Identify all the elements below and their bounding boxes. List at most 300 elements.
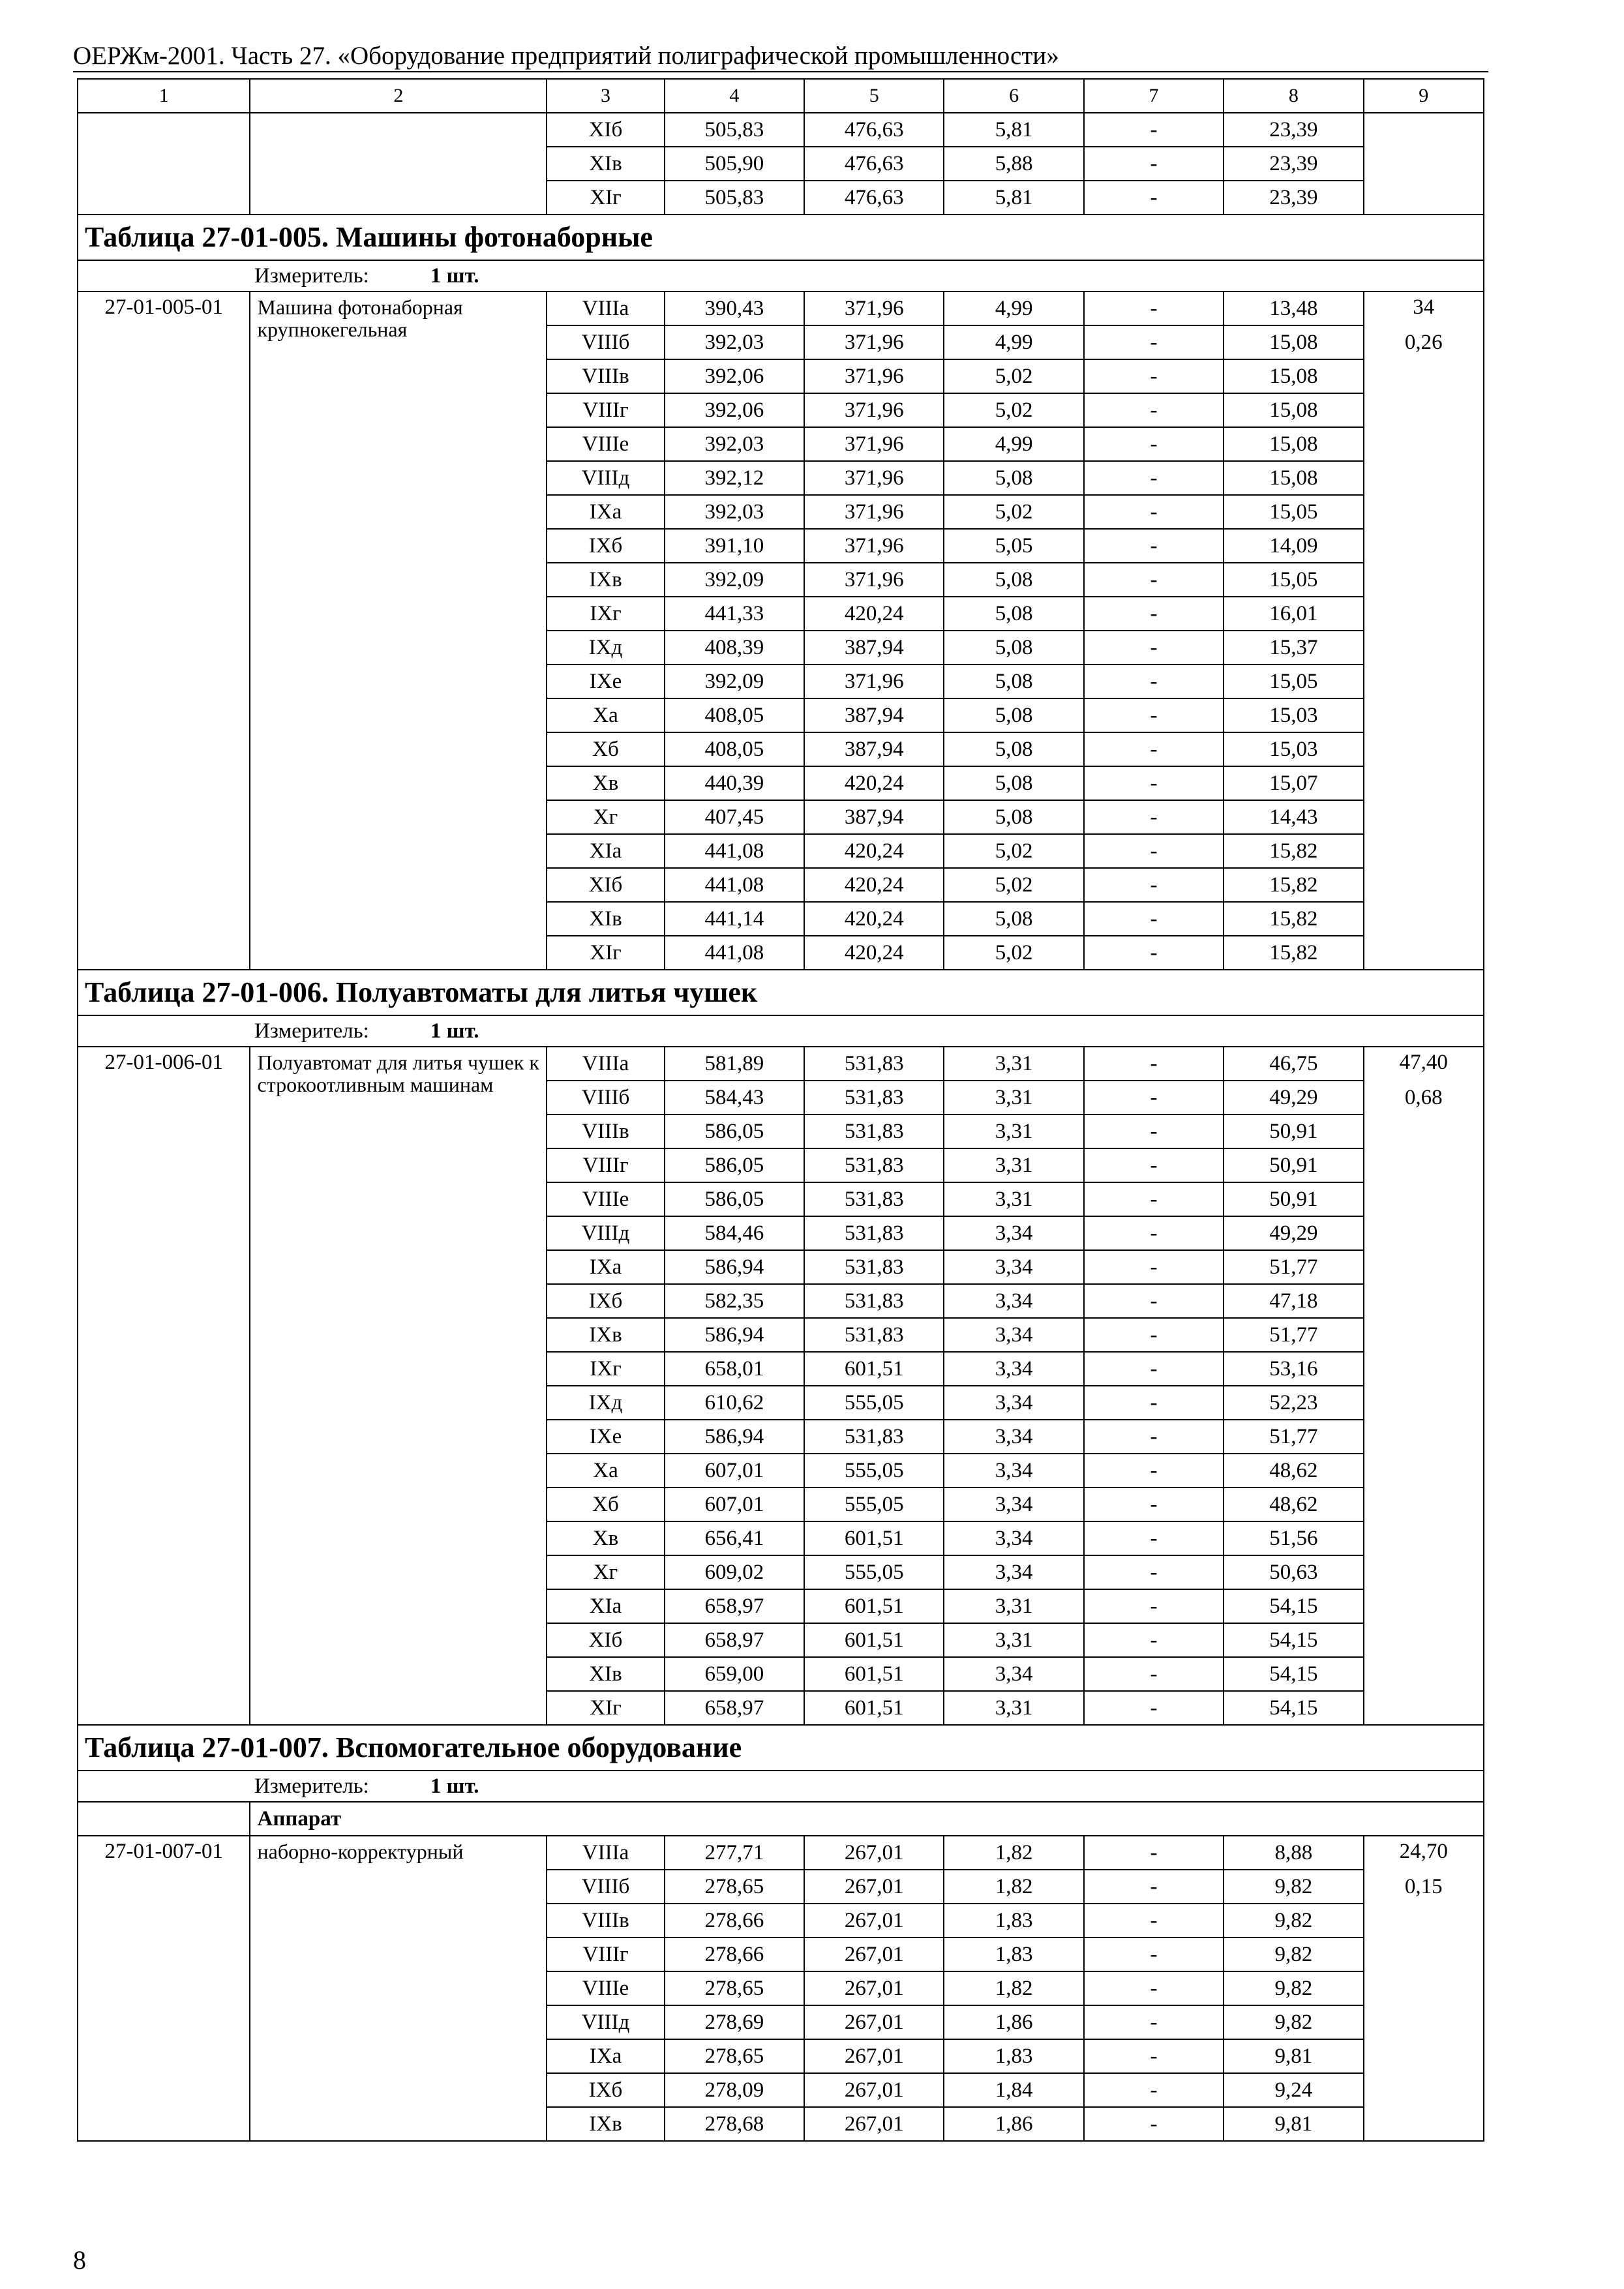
labor-cost-cell: 371,96 bbox=[804, 393, 944, 427]
equipment-mass: 24,70 bbox=[1399, 1840, 1448, 1863]
resource-type-cell: VIIIе bbox=[547, 427, 664, 461]
driver-wage-cell: - bbox=[1084, 800, 1224, 834]
total-cost-cell: 656,41 bbox=[665, 1521, 804, 1555]
machine-cost-cell: 5,08 bbox=[944, 766, 1083, 800]
total-cost-cell: 586,05 bbox=[665, 1115, 804, 1148]
resource-type-cell: VIIIд bbox=[547, 2005, 664, 2039]
material-cost-cell: 50,91 bbox=[1224, 1148, 1363, 1182]
material-cost-cell: 54,15 bbox=[1224, 1589, 1363, 1623]
resource-type-cell: XIг bbox=[547, 936, 664, 970]
total-cost-cell: 658,97 bbox=[665, 1623, 804, 1657]
total-cost-cell: 392,03 bbox=[665, 495, 804, 529]
material-cost-cell: 15,08 bbox=[1224, 393, 1363, 427]
measure-cell bbox=[78, 1015, 1484, 1047]
driver-wage-cell: - bbox=[1084, 529, 1224, 563]
labor-cost-cell: 601,51 bbox=[804, 1691, 944, 1725]
machine-cost-cell: 5,02 bbox=[944, 834, 1083, 868]
resource-type-cell: VIIIе bbox=[547, 1971, 664, 2005]
table-row bbox=[78, 1836, 1484, 1870]
material-cost-cell: 51,56 bbox=[1224, 1521, 1363, 1555]
material-cost-cell: 51,77 bbox=[1224, 1250, 1363, 1284]
resource-type-cell: Xа bbox=[547, 698, 664, 732]
code-cell: 27-01-005-01 bbox=[78, 292, 250, 970]
labor-cost-cell: 371,96 bbox=[804, 461, 944, 495]
machine-cost-cell: 5,81 bbox=[944, 113, 1083, 147]
material-cost-cell: 15,82 bbox=[1224, 834, 1363, 868]
material-cost-cell: 15,05 bbox=[1224, 495, 1363, 529]
driver-wage-cell: - bbox=[1084, 393, 1224, 427]
material-cost-cell: 14,09 bbox=[1224, 529, 1363, 563]
material-cost-cell: 48,62 bbox=[1224, 1454, 1363, 1488]
total-cost-cell: 586,05 bbox=[665, 1182, 804, 1216]
table-row bbox=[78, 292, 1484, 325]
resource-type-cell: VIIIв bbox=[547, 359, 664, 393]
machine-cost-cell: 1,86 bbox=[944, 2107, 1083, 2141]
total-cost-cell: 584,46 bbox=[665, 1216, 804, 1250]
resource-type-cell: IXв bbox=[547, 563, 664, 597]
labor-cost-cell: 387,94 bbox=[804, 631, 944, 665]
material-cost-cell: 9,82 bbox=[1224, 1937, 1363, 1971]
labor-cost-cell: 531,83 bbox=[804, 1182, 944, 1216]
total-cost-cell: 581,89 bbox=[665, 1047, 804, 1081]
material-cost-cell: 9,82 bbox=[1224, 1904, 1363, 1937]
table-title: Таблица 27-01-007. Вспомогательное оборудование bbox=[78, 1725, 1484, 1771]
resource-type-cell: XIб bbox=[547, 113, 664, 147]
column-number: 2 bbox=[250, 79, 547, 113]
driver-wage-cell: - bbox=[1084, 1250, 1224, 1284]
total-cost-cell: 441,08 bbox=[665, 868, 804, 902]
total-cost-cell: 392,06 bbox=[665, 359, 804, 393]
total-cost-cell: 441,08 bbox=[665, 936, 804, 970]
resource-type-cell: VIIIд bbox=[547, 461, 664, 495]
labor-cost-cell: 601,51 bbox=[804, 1589, 944, 1623]
measure-value: 1 шт. bbox=[430, 1019, 479, 1043]
measure-cell bbox=[78, 260, 1484, 292]
table-title-row bbox=[78, 970, 1484, 1015]
total-cost-cell: 505,83 bbox=[665, 181, 804, 215]
total-cost-cell: 278,69 bbox=[665, 2005, 804, 2039]
total-cost-cell: 392,12 bbox=[665, 461, 804, 495]
material-cost-cell: 15,08 bbox=[1224, 461, 1363, 495]
total-cost-cell: 408,39 bbox=[665, 631, 804, 665]
resource-type-cell: XIб bbox=[547, 868, 664, 902]
resource-type-cell: IXб bbox=[547, 1284, 664, 1318]
labor-cost-cell: 555,05 bbox=[804, 1386, 944, 1420]
total-cost-cell: 505,83 bbox=[665, 113, 804, 147]
machine-cost-cell: 5,81 bbox=[944, 181, 1083, 215]
total-cost-cell: 658,97 bbox=[665, 1589, 804, 1623]
resource-type-cell: XIг bbox=[547, 1691, 664, 1725]
driver-wage-cell: - bbox=[1084, 1420, 1224, 1454]
equipment-mass-ratio: 0,68 bbox=[1404, 1086, 1443, 1109]
page-number: 8 bbox=[73, 2245, 86, 2275]
resource-type-cell: IXб bbox=[547, 2073, 664, 2107]
labor-cost-cell: 267,01 bbox=[804, 1836, 944, 1870]
labor-cost-cell: 267,01 bbox=[804, 1904, 944, 1937]
total-cost-cell: 390,43 bbox=[665, 292, 804, 325]
machine-cost-cell: 1,82 bbox=[944, 1870, 1083, 1904]
machine-cost-cell: 5,08 bbox=[944, 597, 1083, 631]
resource-type-cell: XIа bbox=[547, 1589, 664, 1623]
header-rule bbox=[73, 71, 1488, 72]
driver-wage-cell: - bbox=[1084, 1657, 1224, 1691]
total-cost-cell: 277,71 bbox=[665, 1836, 804, 1870]
machine-cost-cell: 3,31 bbox=[944, 1182, 1083, 1216]
machine-cost-cell: 3,31 bbox=[944, 1589, 1083, 1623]
resource-type-cell: VIIIе bbox=[547, 1182, 664, 1216]
labor-cost-cell: 387,94 bbox=[804, 698, 944, 732]
driver-wage-cell: - bbox=[1084, 597, 1224, 631]
machine-cost-cell: 5,08 bbox=[944, 800, 1083, 834]
material-cost-cell: 50,91 bbox=[1224, 1115, 1363, 1148]
resource-type-cell: Xа bbox=[547, 1454, 664, 1488]
machine-cost-cell: 1,83 bbox=[944, 1937, 1083, 1971]
resource-type-cell: Xв bbox=[547, 766, 664, 800]
column-number: 3 bbox=[547, 79, 664, 113]
driver-wage-cell: - bbox=[1084, 1623, 1224, 1657]
labor-cost-cell: 371,96 bbox=[804, 665, 944, 698]
resource-type-cell: VIIIв bbox=[547, 1115, 664, 1148]
machine-cost-cell: 5,02 bbox=[944, 868, 1083, 902]
material-cost-cell: 15,82 bbox=[1224, 902, 1363, 936]
driver-wage-cell: - bbox=[1084, 563, 1224, 597]
material-cost-cell: 23,39 bbox=[1224, 113, 1363, 147]
driver-wage-cell: - bbox=[1084, 834, 1224, 868]
total-cost-cell: 607,01 bbox=[665, 1488, 804, 1521]
table-row bbox=[78, 113, 1484, 147]
material-cost-cell: 15,08 bbox=[1224, 427, 1363, 461]
driver-wage-cell: - bbox=[1084, 1352, 1224, 1386]
resource-type-cell: IXв bbox=[547, 1318, 664, 1352]
machine-cost-cell: 3,34 bbox=[944, 1420, 1083, 1454]
material-cost-cell: 15,03 bbox=[1224, 732, 1363, 766]
driver-wage-cell: - bbox=[1084, 2073, 1224, 2107]
material-cost-cell: 49,29 bbox=[1224, 1081, 1363, 1115]
total-cost-cell: 659,00 bbox=[665, 1657, 804, 1691]
driver-wage-cell: - bbox=[1084, 1081, 1224, 1115]
material-cost-cell: 52,23 bbox=[1224, 1386, 1363, 1420]
column-number: 8 bbox=[1224, 79, 1363, 113]
total-cost-cell: 586,05 bbox=[665, 1148, 804, 1182]
material-cost-cell: 15,82 bbox=[1224, 868, 1363, 902]
resource-type-cell: VIIIг bbox=[547, 1937, 664, 1971]
driver-wage-cell: - bbox=[1084, 427, 1224, 461]
code-cell: 27-01-006-01 bbox=[78, 1047, 250, 1725]
total-cost-cell: 609,02 bbox=[665, 1555, 804, 1589]
labor-cost-cell: 267,01 bbox=[804, 2005, 944, 2039]
measure-row bbox=[78, 1015, 1484, 1047]
labor-cost-cell: 601,51 bbox=[804, 1657, 944, 1691]
machine-cost-cell: 5,08 bbox=[944, 732, 1083, 766]
resource-type-cell: XIб bbox=[547, 1623, 664, 1657]
total-cost-cell: 392,03 bbox=[665, 427, 804, 461]
material-cost-cell: 15,03 bbox=[1224, 698, 1363, 732]
machine-cost-cell: 3,34 bbox=[944, 1318, 1083, 1352]
machine-cost-cell: 5,08 bbox=[944, 902, 1083, 936]
material-cost-cell: 53,16 bbox=[1224, 1352, 1363, 1386]
total-cost-cell: 278,66 bbox=[665, 1904, 804, 1937]
material-cost-cell: 47,18 bbox=[1224, 1284, 1363, 1318]
subhead-row bbox=[78, 1802, 1484, 1836]
driver-wage-cell: - bbox=[1084, 1047, 1224, 1081]
equipment-mass: 47,40 bbox=[1399, 1051, 1448, 1074]
total-cost-cell: 658,97 bbox=[665, 1691, 804, 1725]
machine-cost-cell: 4,99 bbox=[944, 292, 1083, 325]
resource-type-cell: IXв bbox=[547, 2107, 664, 2141]
driver-wage-cell: - bbox=[1084, 461, 1224, 495]
total-cost-cell: 658,01 bbox=[665, 1352, 804, 1386]
labor-cost-cell: 371,96 bbox=[804, 563, 944, 597]
table-title: Таблица 27-01-006. Полуавтоматы для литья чушек bbox=[78, 970, 1484, 1015]
total-cost-cell: 607,01 bbox=[665, 1454, 804, 1488]
labor-cost-cell: 267,01 bbox=[804, 1870, 944, 1904]
page-header: ОЕРЖм-2001. Часть 27. «Оборудование предприятий полиграфической промышленности» bbox=[73, 42, 1059, 70]
equipment-mass-ratio: 0,26 bbox=[1404, 331, 1443, 354]
rates-table bbox=[77, 78, 1484, 2142]
driver-wage-cell: - bbox=[1084, 181, 1224, 215]
machine-cost-cell: 5,02 bbox=[944, 359, 1083, 393]
table-title-row bbox=[78, 1725, 1484, 1771]
driver-wage-cell: - bbox=[1084, 359, 1224, 393]
driver-wage-cell: - bbox=[1084, 698, 1224, 732]
total-cost-cell: 586,94 bbox=[665, 1420, 804, 1454]
material-cost-cell: 9,82 bbox=[1224, 1971, 1363, 2005]
machine-cost-cell: 3,34 bbox=[944, 1284, 1083, 1318]
driver-wage-cell: - bbox=[1084, 2005, 1224, 2039]
labor-cost-cell: 555,05 bbox=[804, 1488, 944, 1521]
resource-type-cell: IXд bbox=[547, 1386, 664, 1420]
machine-cost-cell: 1,84 bbox=[944, 2073, 1083, 2107]
resource-type-cell: VIIIг bbox=[547, 393, 664, 427]
material-cost-cell: 15,08 bbox=[1224, 325, 1363, 359]
labor-cost-cell: 420,24 bbox=[804, 868, 944, 902]
resource-type-cell: XIв bbox=[547, 1657, 664, 1691]
driver-wage-cell: - bbox=[1084, 1870, 1224, 1904]
equipment-mass: 34 bbox=[1413, 295, 1435, 319]
labor-cost-cell: 387,94 bbox=[804, 800, 944, 834]
labor-cost-cell: 371,96 bbox=[804, 325, 944, 359]
material-cost-cell: 15,08 bbox=[1224, 359, 1363, 393]
driver-wage-cell: - bbox=[1084, 1386, 1224, 1420]
machine-cost-cell: 1,86 bbox=[944, 2005, 1083, 2039]
rates-table-body bbox=[78, 79, 1484, 2141]
resource-type-cell: XIв bbox=[547, 147, 664, 181]
material-cost-cell: 51,77 bbox=[1224, 1420, 1363, 1454]
material-cost-cell: 9,82 bbox=[1224, 1870, 1363, 1904]
total-cost-cell: 392,03 bbox=[665, 325, 804, 359]
machine-cost-cell: 5,02 bbox=[944, 936, 1083, 970]
column-number-row bbox=[78, 79, 1484, 113]
machine-cost-cell: 5,08 bbox=[944, 631, 1083, 665]
driver-wage-cell: - bbox=[1084, 1284, 1224, 1318]
labor-cost-cell: 476,63 bbox=[804, 113, 944, 147]
resource-type-cell: Xб bbox=[547, 1488, 664, 1521]
machine-cost-cell: 1,83 bbox=[944, 2039, 1083, 2073]
machine-cost-cell: 4,99 bbox=[944, 325, 1083, 359]
total-cost-cell: 392,09 bbox=[665, 563, 804, 597]
resource-type-cell: VIIIб bbox=[547, 1081, 664, 1115]
resource-type-cell: Xг bbox=[547, 800, 664, 834]
labor-cost-cell: 267,01 bbox=[804, 1937, 944, 1971]
resource-type-cell: Xб bbox=[547, 732, 664, 766]
machine-cost-cell: 3,31 bbox=[944, 1623, 1083, 1657]
total-cost-cell: 505,90 bbox=[665, 147, 804, 181]
machine-cost-cell: 5,08 bbox=[944, 461, 1083, 495]
driver-wage-cell: - bbox=[1084, 1589, 1224, 1623]
measure-label: Измеритель: bbox=[254, 264, 369, 288]
machine-cost-cell: 4,99 bbox=[944, 427, 1083, 461]
material-cost-cell: 50,63 bbox=[1224, 1555, 1363, 1589]
machine-cost-cell: 3,34 bbox=[944, 1555, 1083, 1589]
resource-type-cell: XIг bbox=[547, 181, 664, 215]
total-cost-cell: 392,09 bbox=[665, 665, 804, 698]
measure-row bbox=[78, 260, 1484, 292]
resource-type-cell: IXа bbox=[547, 495, 664, 529]
name-cell: наборно-корректурный bbox=[250, 1836, 547, 2141]
total-cost-cell: 391,10 bbox=[665, 529, 804, 563]
material-cost-cell: 15,07 bbox=[1224, 766, 1363, 800]
resource-type-cell: IXе bbox=[547, 1420, 664, 1454]
total-cost-cell: 610,62 bbox=[665, 1386, 804, 1420]
driver-wage-cell: - bbox=[1084, 936, 1224, 970]
labor-cost-cell: 267,01 bbox=[804, 2073, 944, 2107]
resource-type-cell: VIIIа bbox=[547, 292, 664, 325]
machine-cost-cell: 3,31 bbox=[944, 1691, 1083, 1725]
resource-type-cell: VIIIб bbox=[547, 325, 664, 359]
labor-cost-cell: 420,24 bbox=[804, 766, 944, 800]
material-cost-cell: 54,15 bbox=[1224, 1657, 1363, 1691]
material-cost-cell: 15,05 bbox=[1224, 563, 1363, 597]
labor-cost-cell: 531,83 bbox=[804, 1047, 944, 1081]
labor-cost-cell: 476,63 bbox=[804, 147, 944, 181]
machine-cost-cell: 5,08 bbox=[944, 665, 1083, 698]
machine-cost-cell: 3,31 bbox=[944, 1081, 1083, 1115]
resource-type-cell: IXе bbox=[547, 665, 664, 698]
driver-wage-cell: - bbox=[1084, 1148, 1224, 1182]
total-cost-cell: 408,05 bbox=[665, 698, 804, 732]
machine-cost-cell: 3,31 bbox=[944, 1047, 1083, 1081]
machine-cost-cell: 1,82 bbox=[944, 1836, 1083, 1870]
total-cost-cell: 441,08 bbox=[665, 834, 804, 868]
labor-cost-cell: 267,01 bbox=[804, 2039, 944, 2073]
table-title-row bbox=[78, 215, 1484, 260]
total-cost-cell: 278,09 bbox=[665, 2073, 804, 2107]
driver-wage-cell: - bbox=[1084, 1691, 1224, 1725]
driver-wage-cell: - bbox=[1084, 2107, 1224, 2141]
labor-cost-cell: 531,83 bbox=[804, 1216, 944, 1250]
driver-wage-cell: - bbox=[1084, 147, 1224, 181]
labor-cost-cell: 371,96 bbox=[804, 427, 944, 461]
machine-cost-cell: 1,82 bbox=[944, 1971, 1083, 2005]
driver-wage-cell: - bbox=[1084, 1937, 1224, 1971]
labor-cost-cell: 531,83 bbox=[804, 1284, 944, 1318]
total-cost-cell: 278,65 bbox=[665, 2039, 804, 2073]
labor-cost-cell: 371,96 bbox=[804, 359, 944, 393]
material-cost-cell: 9,81 bbox=[1224, 2039, 1363, 2073]
labor-cost-cell: 531,83 bbox=[804, 1115, 944, 1148]
labor-cost-cell: 420,24 bbox=[804, 936, 944, 970]
table-row bbox=[78, 1047, 1484, 1081]
labor-cost-cell: 555,05 bbox=[804, 1454, 944, 1488]
col9-cell bbox=[1364, 1836, 1484, 2141]
labor-cost-cell: 420,24 bbox=[804, 597, 944, 631]
material-cost-cell: 8,88 bbox=[1224, 1836, 1363, 1870]
name-cell: Полуавтомат для литья чушек к строкоотливным машинам bbox=[250, 1047, 547, 1725]
material-cost-cell: 48,62 bbox=[1224, 1488, 1363, 1521]
machine-cost-cell: 3,34 bbox=[944, 1216, 1083, 1250]
measure-label: Измеритель: bbox=[254, 1019, 369, 1043]
driver-wage-cell: - bbox=[1084, 325, 1224, 359]
material-cost-cell: 14,43 bbox=[1224, 800, 1363, 834]
resource-type-cell: VIIIа bbox=[547, 1836, 664, 1870]
column-number: 7 bbox=[1084, 79, 1224, 113]
machine-cost-cell: 5,08 bbox=[944, 698, 1083, 732]
column-number: 5 bbox=[804, 79, 944, 113]
material-cost-cell: 54,15 bbox=[1224, 1691, 1363, 1725]
labor-cost-cell: 531,83 bbox=[804, 1318, 944, 1352]
machine-cost-cell: 3,31 bbox=[944, 1115, 1083, 1148]
machine-cost-cell: 1,83 bbox=[944, 1904, 1083, 1937]
total-cost-cell: 278,65 bbox=[665, 1870, 804, 1904]
material-cost-cell: 15,37 bbox=[1224, 631, 1363, 665]
total-cost-cell: 278,66 bbox=[665, 1937, 804, 1971]
total-cost-cell: 408,05 bbox=[665, 732, 804, 766]
resource-type-cell: XIа bbox=[547, 834, 664, 868]
resource-type-cell: IXа bbox=[547, 1250, 664, 1284]
labor-cost-cell: 371,96 bbox=[804, 529, 944, 563]
labor-cost-cell: 420,24 bbox=[804, 902, 944, 936]
resource-type-cell: IXг bbox=[547, 597, 664, 631]
total-cost-cell: 407,45 bbox=[665, 800, 804, 834]
material-cost-cell: 9,81 bbox=[1224, 2107, 1363, 2141]
subhead-empty-cell bbox=[78, 1802, 250, 1836]
machine-cost-cell: 3,34 bbox=[944, 1657, 1083, 1691]
machine-cost-cell: 3,31 bbox=[944, 1148, 1083, 1182]
column-number: 4 bbox=[665, 79, 804, 113]
code-cell: 27-01-007-01 bbox=[78, 1836, 250, 2141]
column-number: 9 bbox=[1364, 79, 1484, 113]
total-cost-cell: 441,33 bbox=[665, 597, 804, 631]
measure-row bbox=[78, 1771, 1484, 1802]
driver-wage-cell: - bbox=[1084, 1555, 1224, 1589]
machine-cost-cell: 5,05 bbox=[944, 529, 1083, 563]
driver-wage-cell: - bbox=[1084, 292, 1224, 325]
machine-cost-cell: 3,34 bbox=[944, 1352, 1083, 1386]
material-cost-cell: 13,48 bbox=[1224, 292, 1363, 325]
total-cost-cell: 392,06 bbox=[665, 393, 804, 427]
resource-type-cell: VIIIг bbox=[547, 1148, 664, 1182]
labor-cost-cell: 371,96 bbox=[804, 495, 944, 529]
total-cost-cell: 440,39 bbox=[665, 766, 804, 800]
driver-wage-cell: - bbox=[1084, 1182, 1224, 1216]
labor-cost-cell: 601,51 bbox=[804, 1521, 944, 1555]
driver-wage-cell: - bbox=[1084, 1115, 1224, 1148]
labor-cost-cell: 267,01 bbox=[804, 2107, 944, 2141]
resource-type-cell: VIIIв bbox=[547, 1904, 664, 1937]
material-cost-cell: 9,82 bbox=[1224, 2005, 1363, 2039]
table-title: Таблица 27-01-005. Машины фотонаборные bbox=[78, 215, 1484, 260]
resource-type-cell: IXб bbox=[547, 529, 664, 563]
column-number: 6 bbox=[944, 79, 1083, 113]
col9-cell bbox=[1364, 113, 1484, 215]
material-cost-cell: 23,39 bbox=[1224, 181, 1363, 215]
labor-cost-cell: 531,83 bbox=[804, 1081, 944, 1115]
material-cost-cell: 16,01 bbox=[1224, 597, 1363, 631]
labor-cost-cell: 531,83 bbox=[804, 1250, 944, 1284]
material-cost-cell: 54,15 bbox=[1224, 1623, 1363, 1657]
material-cost-cell: 15,82 bbox=[1224, 936, 1363, 970]
total-cost-cell: 278,65 bbox=[665, 1971, 804, 2005]
